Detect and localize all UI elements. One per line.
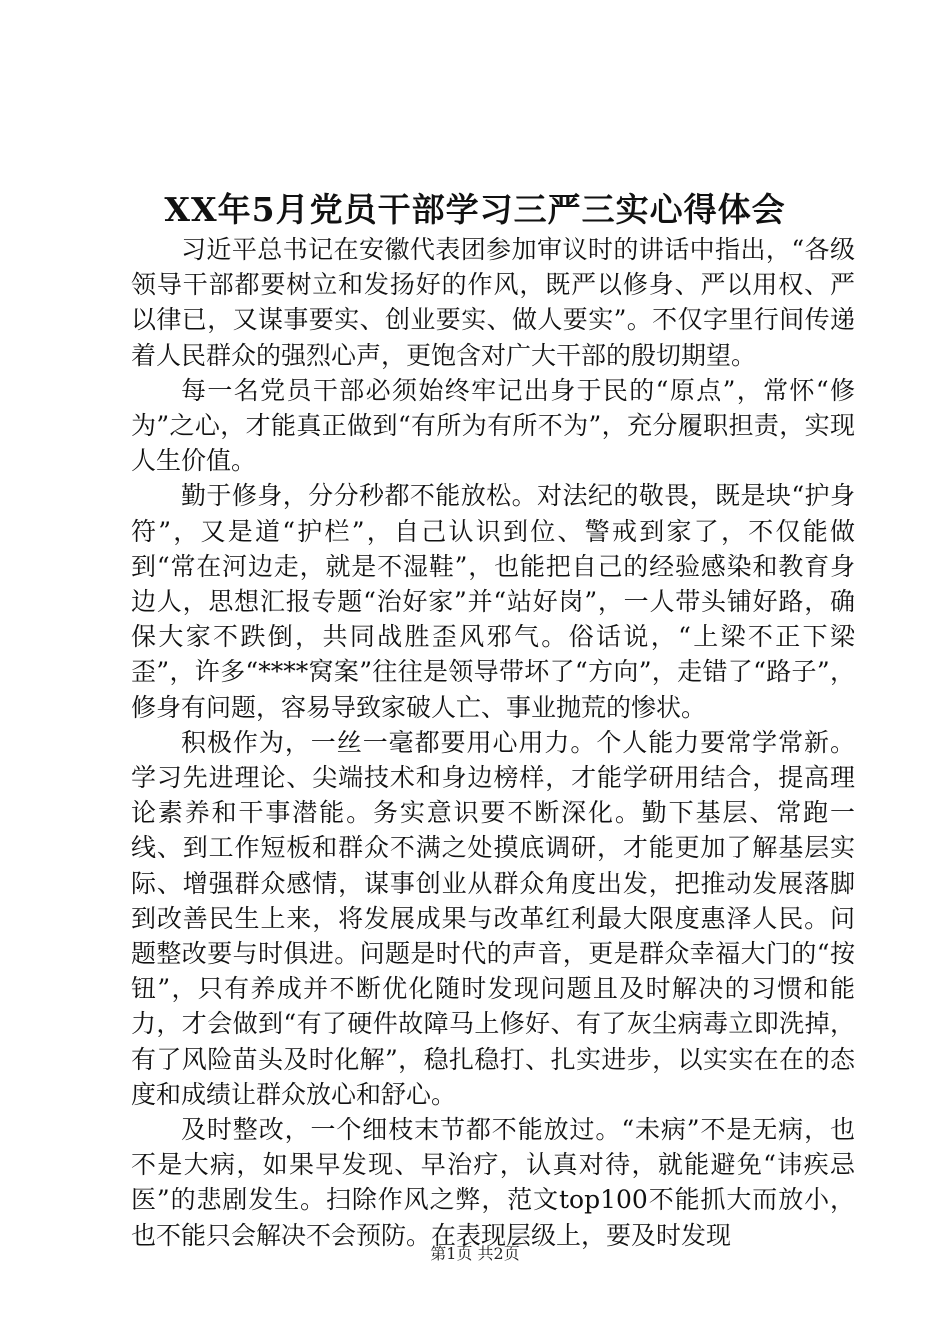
- document-title: XX年5月党员干部学习三严三实心得体会: [164, 190, 786, 229]
- document-body: [131, 232, 855, 1253]
- page-footer: 第1页 共2页: [430, 1244, 520, 1263]
- paragraph-2: 每一名党员干部必须始终牢记出身于民的“原点”，常怀“修为”之心，才能真正做到“有所为有所不为”，充分履职担责，实现人生价值。: [131, 375, 855, 476]
- paragraph-4: 积极作为，一丝一毫都要用心用力。个人能力要常学常新。学习先进理论、尖端技术和身边榜样，才能学研用结合，提高理论素养和干事潜能。务实意识要不断深化。勤下基层、常跑一线、到工作短板和群众不满之处摸底调研，才能更加了解基层实际、增强群众感情，谋事创业从群众角度出发，把推动发展落脚到改善民生上来，将发展成果与改革红利最大限度惠泽人民。问题整改要与时俱进。问题是时代的声音，更是群众幸福大门的“按钮”，只有养成并不断优化随时发现问题且及时解决的习惯和能力，才会做到“有了硬件故障马上修好、有了灰尘病毒立即洗掉，有了风险苗头及时化解”，稳扎稳打、扎实进步，以实实在在的态度和成绩让群众放心和舒心。: [131, 727, 855, 1109]
- paragraph-1: 习近平总书记在安徽代表团参加审议时的讲话中指出，“各级领导干部都要树立和发扬好的作风，既严以修身、严以用权、严以律已，又谋事要实、创业要实、做人要实”。不仅字里行间传递着人民群众的强烈心声，更饱含对广大干部的殷切期望。: [131, 235, 855, 370]
- paragraph-3: 勤于修身，分分秒都不能放松。对法纪的敬畏，既是块“护身符”，又是道“护栏”，自己认识到位、警戒到家了，不仅能做到“常在河边走，就是不湿鞋”，也能把自己的经验感染和教育身边人，思想汇报专题“治好家”并“站好岗”，一人带头铺好路，确保大家不跌倒，共同战胜歪风邪气。俗话说，“上梁不正下梁歪”，许多“****窝案”往往是领导带坏了“方向”，走错了“路子”，修身有问题，容易导致家破人亡、事业抛荒的惨状。: [131, 481, 855, 722]
- paragraph-5: 及时整改，一个细枝末节都不能放过。“未病”不是无病，也不是大病，如果早发现、早治疗，认真对待，就能避免“讳疾忌医”的悲剧发生。扫除作风之弊，范文top100不能抓大而放小，也不能只会解决不会预防。在表现层级上，要及时发现: [131, 1115, 855, 1250]
